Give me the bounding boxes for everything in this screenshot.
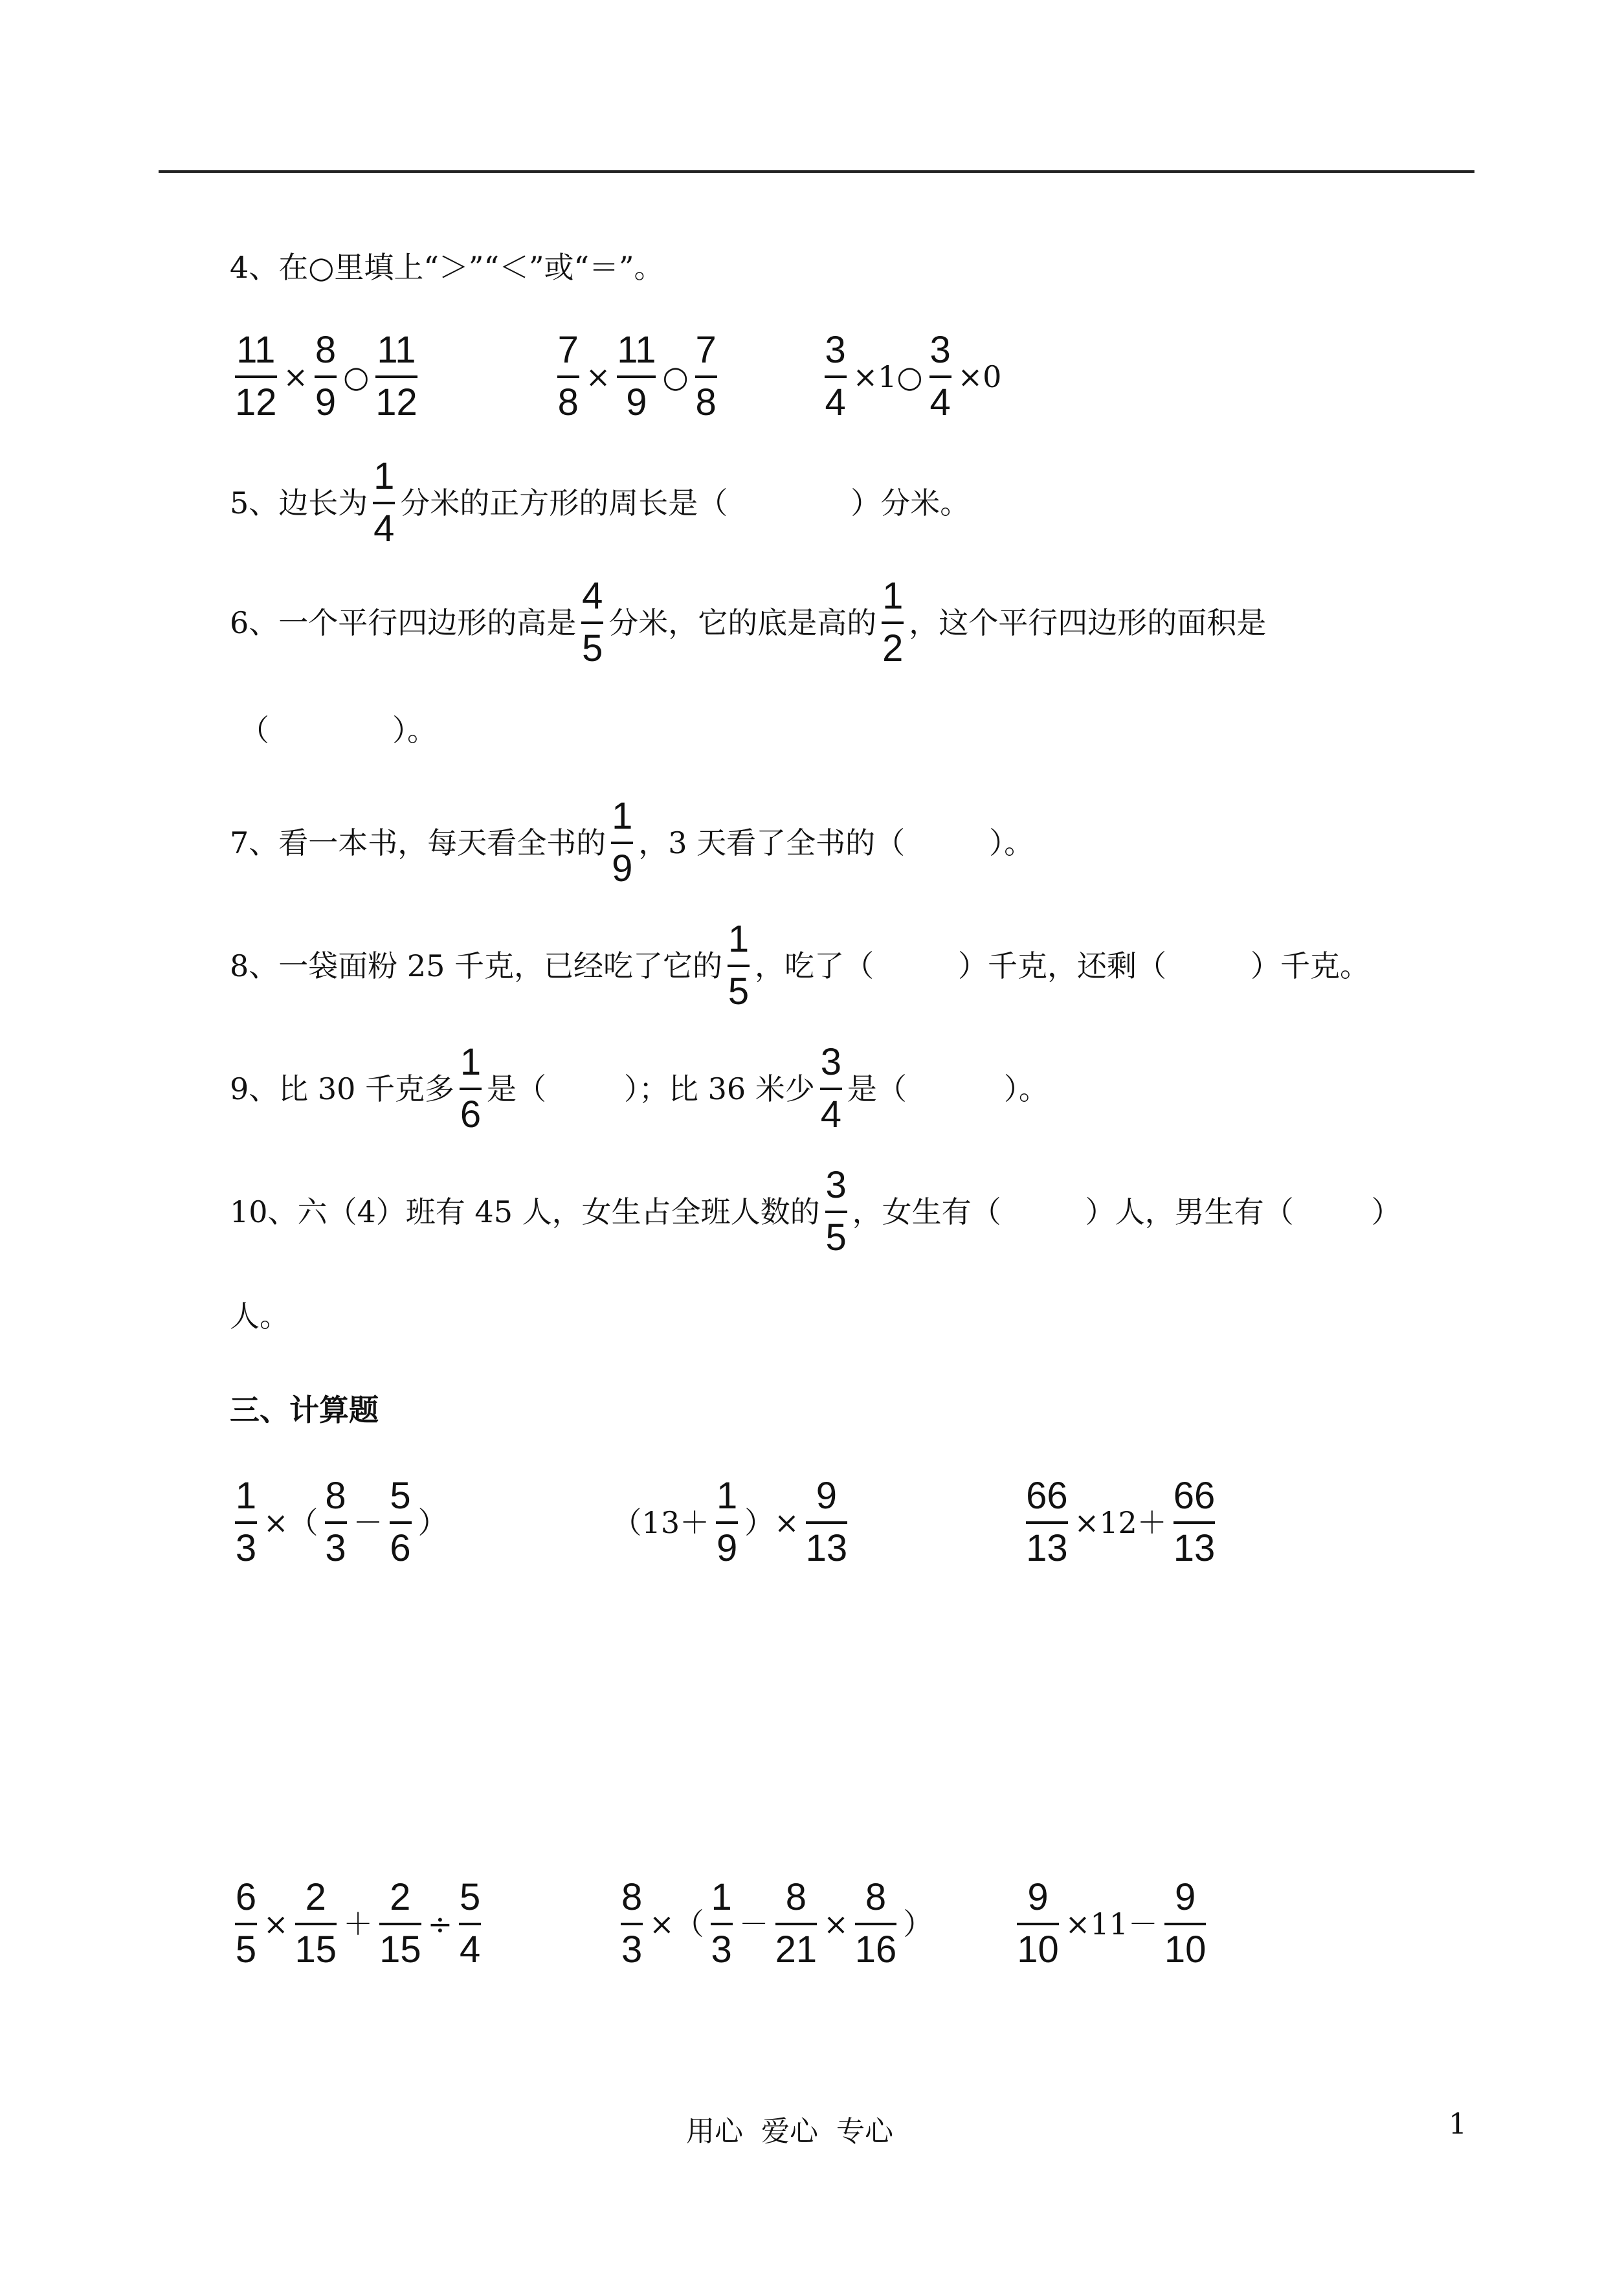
fraction: $\frac{3}{4}$ [929, 329, 951, 423]
fraction: $\frac{2}{15}$ [379, 1876, 421, 1971]
fraction: $\frac{8}{21}$ [775, 1876, 818, 1971]
calc-2: （13＋ $\frac{1}{9}$ ）× $\frac{9}{13}$ [612, 1475, 848, 1569]
calc-3: $\frac{66}{13}$ ×12＋ $\frac{66}{13}$ [1026, 1475, 1216, 1569]
fraction: $\frac{1}{4}$ [373, 455, 395, 550]
fraction: $\frac{66}{13}$ [1173, 1475, 1216, 1569]
q10: 10、六（4）班有 45 人，女生占全班人数的 $\frac{3}{5}$ ，女生有（ ）人，男生有（ ） [230, 1164, 1401, 1258]
q9: 9、比 30 千克多 $\frac{1}{6}$ 是（ ）；比 36 米少 $\frac{3}{4}$ 是（ ）。 [230, 1041, 1049, 1135]
section-heading: 三、计算题 [230, 1393, 379, 1427]
fraction: $\frac{66}{13}$ [1026, 1475, 1068, 1569]
q4-expr-3: $\frac{3}{4}$ ×1○ $\frac{3}{4}$ ×0 [825, 329, 1002, 423]
fraction: $\frac{5}{4}$ [459, 1876, 481, 1971]
q4-expressions [230, 330, 1003, 423]
fraction: $\frac{4}{5}$ [582, 575, 603, 669]
calc-1: $\frac{1}{3}$ ×（ $\frac{8}{3}$ － $\frac{5}{6}$ ） [235, 1475, 448, 1569]
calc-5: $\frac{8}{3}$ ×（ $\frac{1}{3}$ － $\frac{8}{21}$ × $\frac{8}{16}$ ） [621, 1876, 933, 1971]
fraction: $\frac{1}{3}$ [235, 1475, 257, 1569]
q4-expr-1: $\frac{11}{12}$ × $\frac{8}{9}$ ○ $\frac{11}{12}$ [235, 329, 417, 423]
fraction: $\frac{6}{5}$ [235, 1876, 257, 1971]
fraction: $\frac{11}{9}$ [617, 329, 656, 423]
q7: 7、看一本书，每天看全书的 $\frac{1}{9}$ ，3 天看了全书的（ ）。 [230, 795, 1034, 889]
compare-circle[interactable]: ○ [662, 359, 689, 394]
fraction: $\frac{7}{8}$ [695, 329, 717, 423]
q10-line2: 人。 [230, 1299, 289, 1334]
fraction: $\frac{1}{6}$ [460, 1041, 482, 1135]
fraction: $\frac{1}{2}$ [882, 575, 904, 669]
fraction: $\frac{7}{8}$ [557, 329, 579, 423]
fraction: $\frac{1}{5}$ [728, 918, 750, 1012]
fraction: $\frac{9}{13}$ [805, 1475, 848, 1569]
fraction: $\frac{8}{3}$ [621, 1876, 643, 1971]
q6: 6、一个平行四边形的高是 $\frac{4}{5}$ 分米，它的底是高的 $\frac{1}{2}$ ，这个平行四边形的面积是 [230, 575, 1267, 669]
fraction: $\frac{1}{9}$ [612, 795, 633, 889]
q8: 8、一袋面粉 25 千克，已经吃了它的 $\frac{1}{5}$ ，吃了（ ）千克，还剩（ ）千克。 [230, 918, 1370, 1012]
calc-4: $\frac{6}{5}$ × $\frac{2}{15}$ ＋ $\frac{2}{15}$ ÷ $\frac{5}{4}$ [235, 1876, 481, 1971]
page-number: 1 [1449, 2108, 1467, 2141]
calc-row-2 [230, 1877, 1211, 1970]
calc-6: $\frac{9}{10}$ ×11－ $\frac{9}{10}$ [1017, 1876, 1207, 1971]
fraction: $\frac{9}{10}$ [1164, 1876, 1207, 1971]
fraction: $\frac{2}{15}$ [295, 1876, 337, 1971]
fraction: $\frac{8}{9}$ [315, 329, 337, 423]
fraction: $\frac{8}{16}$ [854, 1876, 897, 1971]
calc-row-1 [230, 1476, 1220, 1569]
fraction: $\frac{11}{12}$ [235, 329, 277, 423]
fraction: $\frac{3}{4}$ [820, 1041, 841, 1135]
q5: 5、边长为 $\frac{1}{4}$ 分米的正方形的周长是（ ）分米。 [230, 455, 970, 550]
fraction: $\frac{9}{10}$ [1017, 1876, 1059, 1971]
fraction: $\frac{3}{4}$ [825, 329, 846, 423]
fraction: $\frac{8}{3}$ [325, 1475, 346, 1569]
header-rule [159, 170, 1474, 173]
fraction: $\frac{5}{6}$ [390, 1475, 411, 1569]
q4-expr-2: $\frac{7}{8}$ × $\frac{11}{9}$ ○ $\frac{7}{8}$ [557, 329, 717, 423]
q4-prompt: 4、在○里填上“＞”“＜”或“＝”。 [230, 250, 664, 285]
fraction: $\frac{3}{5}$ [825, 1164, 847, 1258]
q6-line2: （ ）。 [239, 713, 437, 748]
fraction: $\frac{11}{12}$ [375, 329, 417, 423]
fraction: $\frac{1}{3}$ [711, 1876, 732, 1971]
compare-circle[interactable]: ○ [343, 359, 370, 394]
fraction: $\frac{1}{9}$ [716, 1475, 738, 1569]
footer-text: 用心 爱心 专心 [686, 2115, 893, 2148]
